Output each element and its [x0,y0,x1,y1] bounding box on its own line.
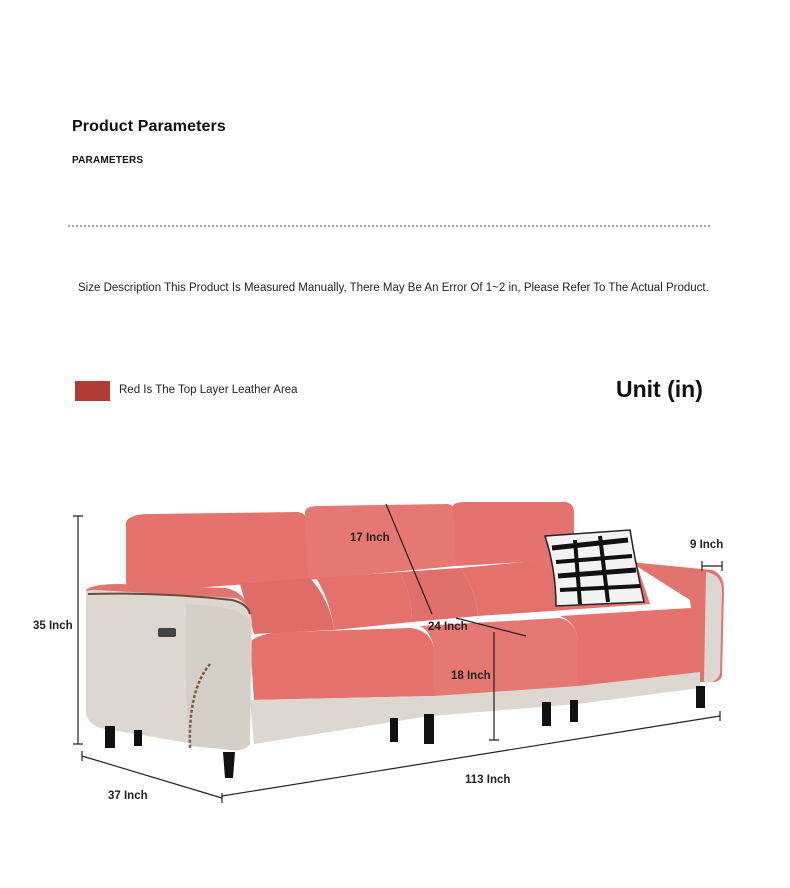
leg [424,714,434,744]
backrest-height-label: 17 Inch [350,532,390,544]
striped-pillow [545,530,644,606]
total-length-label: 113 Inch [465,774,511,786]
left-armrest-panel [186,604,251,750]
leg [570,700,578,722]
seat-cushion-left [250,628,434,700]
depth-dimension-line [82,751,222,803]
seat-depth-label: 24 Inch [428,621,468,633]
lower-back-left [240,578,334,634]
seat-height-label: 18 Inch [451,670,491,682]
leg [390,718,398,742]
leg [134,730,142,746]
leg [223,752,235,778]
right-armrest-side [704,572,722,682]
size-description: Size Description This Product Is Measured Manually, There May Be An Error Of 1~2 in, Please Refer To The Actual Product. [78,282,709,294]
legend-label: Red Is The Top Layer Leather Area [119,384,298,396]
recline-button [158,628,176,637]
page-title: Product Parameters [72,118,226,135]
leg [696,686,705,708]
unit-label: Unit (in) [616,376,703,402]
total-depth-label: 37 Inch [108,790,148,802]
armrest-width-label: 9 Inch [690,539,724,551]
total-height-label: 35 Inch [33,620,73,632]
back-cushion-left [126,512,308,592]
height-dimension-line [73,516,83,744]
page-subtitle: PARAMETERS [72,155,144,166]
leg [105,726,115,748]
leg [542,702,551,726]
